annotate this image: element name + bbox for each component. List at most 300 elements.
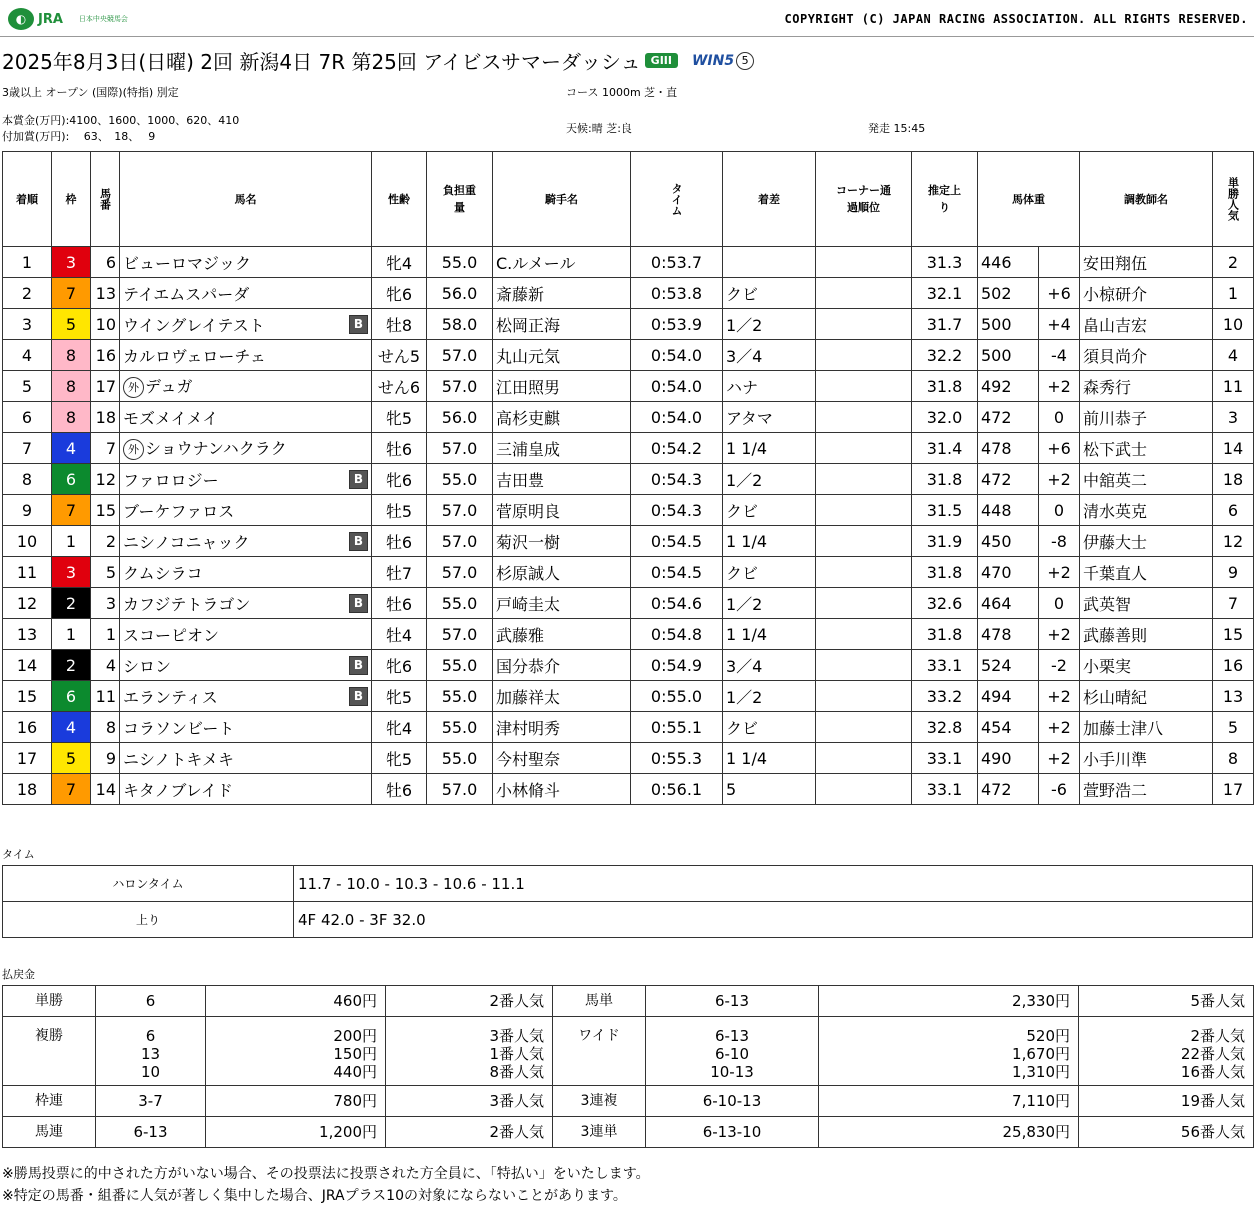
body-weight: 524 [978,650,1039,681]
margin: クビ [723,278,816,309]
horse-number: 9 [91,743,120,774]
last-3f: 31.5 [912,495,978,526]
finish-time: 0:54.5 [631,557,723,588]
horse-name-cell [120,464,372,495]
race-condition: 3歳以上 オープン (国際)(特指) 別定 [2,86,179,99]
rank: 11 [3,557,52,588]
foreign-horse-mark: 外 [123,439,144,460]
trainer-name[interactable]: 松下武士 [1080,433,1213,464]
col-body-weight: 馬体重 [978,152,1080,247]
race-title: 2025年8月3日(日曜) 2回 新潟4日 7R 第25回 アイビスサマーダッシュ [2,50,641,74]
waku-number: 1 [52,526,91,557]
horse-name[interactable]: クムシラコ [123,563,203,583]
body-weight: 470 [978,557,1039,588]
finish-time: 0:54.9 [631,650,723,681]
horse-name[interactable]: モズメイメイ [123,408,219,428]
horse-name[interactable]: ウイングレイテスト [123,315,265,335]
lap-row-furlong [3,866,1253,902]
finish-time: 0:54.6 [631,588,723,619]
jockey-name[interactable]: 松岡正海 [493,309,631,340]
payout-popularity: 2番人気 [1190,1027,1245,1045]
carried-weight: 57.0 [427,433,493,464]
margin: クビ [723,557,816,588]
bet-type: 単勝 [3,986,96,1017]
col-last3f: 推定上り [912,152,978,247]
result-row [3,712,1254,743]
trainer-name[interactable]: 須貝尚介 [1080,340,1213,371]
payout-popularity: 22番人気 [1180,1045,1245,1063]
bet-type: 馬単 [553,986,646,1017]
body-weight-diff [1039,247,1080,278]
waku-number: 3 [52,247,91,278]
last-3f: 31.4 [912,433,978,464]
jockey-name[interactable]: 戸崎圭太 [493,588,631,619]
body-weight-diff: +6 [1039,433,1080,464]
blinker-icon: B [349,532,368,551]
last-3f: 31.8 [912,464,978,495]
copyright-notice: COPYRIGHT (C) JAPAN RACING ASSOCIATION. ALL RIGHTS RESERVED. [784,12,1248,26]
margin: ハナ [723,371,816,402]
corner-position [816,681,912,712]
last-3f: 32.1 [912,278,978,309]
bet-type: 枠連 [3,1086,96,1117]
horse-name[interactable]: エランティス [123,687,218,707]
last-3f: 31.3 [912,247,978,278]
carried-weight: 57.0 [427,340,493,371]
jockey-name[interactable]: 加藤祥太 [493,681,631,712]
finish-time: 0:54.2 [631,433,723,464]
horse-name[interactable]: コラソンビート [123,718,235,738]
body-weight-diff: +6 [1039,278,1080,309]
result-row [3,402,1254,433]
trainer-name[interactable]: 伊藤大士 [1080,526,1213,557]
horse-number: 15 [91,495,120,526]
rank: 14 [3,650,52,681]
payout-popularity: 1番人気 [489,1045,544,1063]
agari-label: 上り [3,902,294,938]
popularity: 2 [1213,247,1254,278]
margin: 1 1/4 [723,619,816,650]
finish-time: 0:55.0 [631,681,723,712]
popularity: 12 [1213,526,1254,557]
sex-age: 牡6 [372,433,427,464]
payout-popularity: 8番人気 [489,1063,544,1081]
carried-weight: 55.0 [427,681,493,712]
trainer-name[interactable]: 畠山吉宏 [1080,309,1213,340]
col-trainer: 調教師名 [1080,152,1213,247]
jockey-name[interactable]: 吉田豊 [493,464,631,495]
jockey-name[interactable]: 斎藤新 [493,278,631,309]
rank: 15 [3,681,52,712]
grade-badge: GIII [645,53,678,68]
margin: 1／2 [723,681,816,712]
horse-name[interactable]: ブーケファロス [123,501,235,521]
body-weight: 472 [978,402,1039,433]
horse-number: 11 [91,681,120,712]
weather-info: 天候:晴 芝:良 [566,122,632,135]
horse-name[interactable]: ショウナンハクラク [145,439,287,458]
corner-position [816,495,912,526]
col-rank: 着順 [3,152,52,247]
waku-number: 5 [52,309,91,340]
horse-name-cell [120,247,372,278]
payout-amount: 1,670円 [1012,1045,1070,1063]
body-weight: 492 [978,371,1039,402]
horse-name[interactable]: ニシノトキメキ [123,749,235,769]
horse-name-cell [120,557,372,588]
col-umaban: 馬番 [91,152,120,247]
sex-age: せん6 [372,371,427,402]
col-horse-name: 馬名 [120,152,372,247]
horse-number: 17 [91,371,120,402]
trainer-name[interactable]: 小手川準 [1080,743,1213,774]
margin: 1／2 [723,588,816,619]
horse-name[interactable]: ニシノコニャック [123,532,250,552]
body-weight-diff: -4 [1039,340,1080,371]
horse-number: 13 [91,278,120,309]
margin: 1 1/4 [723,743,816,774]
jockey-name[interactable]: 菅原明良 [493,495,631,526]
payout-amount-cell [819,1117,1079,1148]
horse-number: 3 [91,588,120,619]
corner-position [816,526,912,557]
bet-combination: 6-13 [133,1123,168,1141]
result-row [3,557,1254,588]
waku-number: 6 [52,681,91,712]
col-sex-age: 性齢 [372,152,427,247]
bet-combination-cell [646,1086,819,1117]
body-weight: 500 [978,340,1039,371]
last-3f: 33.1 [912,650,978,681]
margin: 1 1/4 [723,526,816,557]
horse-name-cell [120,433,372,464]
carried-weight: 57.0 [427,526,493,557]
corner-position [816,402,912,433]
trainer-name[interactable]: 加藤士津八 [1080,712,1213,743]
waku-number: 4 [52,712,91,743]
horse-number: 7 [91,433,120,464]
waku-number: 2 [52,588,91,619]
trainer-name[interactable]: 萱野浩二 [1080,774,1213,805]
corner-position [816,743,912,774]
trainer-name[interactable]: 武英智 [1080,588,1213,619]
body-weight: 454 [978,712,1039,743]
payout-amount: 150円 [333,1045,377,1063]
jockey-name[interactable]: 江田照男 [493,371,631,402]
result-row [3,681,1254,712]
payout-popularity: 2番人気 [489,1123,544,1141]
last-3f: 33.2 [912,681,978,712]
payout-popularity-cell [386,1086,553,1117]
body-weight-diff: +2 [1039,712,1080,743]
result-row [3,619,1254,650]
horse-name[interactable]: シロン [123,656,172,676]
start-time: 発走 15:45 [868,122,926,135]
rank: 1 [3,247,52,278]
corner-position [816,774,912,805]
sex-age: 牝5 [372,402,427,433]
payout-amount-cell [206,1017,386,1086]
result-row [3,247,1254,278]
bonus-money: 付加賞(万円): 63、 18、 9 [2,130,156,143]
horse-number: 5 [91,557,120,588]
popularity: 11 [1213,371,1254,402]
blinker-icon: B [349,656,368,675]
waku-number: 4 [52,433,91,464]
sex-age: 牡6 [372,774,427,805]
corner-position [816,247,912,278]
last-3f: 32.2 [912,340,978,371]
trainer-name[interactable]: 前川恭子 [1080,402,1213,433]
carried-weight: 56.0 [427,278,493,309]
payout-popularity: 3番人気 [489,1092,544,1110]
col-time: タイム [631,152,723,247]
payout-amount: 440円 [333,1063,377,1081]
waku-number: 7 [52,774,91,805]
body-weight: 490 [978,743,1039,774]
result-row [3,340,1254,371]
last-3f: 31.8 [912,619,978,650]
finish-time: 0:54.3 [631,495,723,526]
trainer-name[interactable]: 小栗実 [1080,650,1213,681]
horse-name-cell [120,371,372,402]
rank: 13 [3,619,52,650]
result-row [3,743,1254,774]
col-jockey: 騎手名 [493,152,631,247]
horse-name[interactable]: カルロヴェローチェ [123,346,266,366]
finish-time: 0:54.5 [631,526,723,557]
trainer-name[interactable]: 中舘英二 [1080,464,1213,495]
payout-popularity: 5番人気 [1190,992,1245,1010]
body-weight: 502 [978,278,1039,309]
furlong-label: ハロンタイム [3,866,294,902]
result-row [3,464,1254,495]
waku-number: 8 [52,402,91,433]
trainer-name[interactable]: 千葉直人 [1080,557,1213,588]
corner-position [816,278,912,309]
finish-time: 0:54.0 [631,371,723,402]
body-weight: 472 [978,774,1039,805]
jockey-name[interactable]: 菊沢一樹 [493,526,631,557]
finish-time: 0:54.3 [631,464,723,495]
bet-type: 3連単 [553,1117,646,1148]
bet-combination-cell [96,1017,206,1086]
payout-amount: 1,200円 [319,1123,377,1141]
bet-combination: 3-7 [138,1092,163,1110]
horse-name[interactable]: ファロロジー [123,470,219,490]
bet-combination: 6 [145,1027,156,1045]
trainer-name[interactable]: 清水英克 [1080,495,1213,526]
popularity: 9 [1213,557,1254,588]
jockey-name[interactable]: 杉原誠人 [493,557,631,588]
sex-age: 牝4 [372,712,427,743]
trainer-name[interactable]: 森秀行 [1080,371,1213,402]
horse-name-cell [120,402,372,433]
horse-name[interactable]: テイエムスパーダ [123,284,250,304]
body-weight: 448 [978,495,1039,526]
bet-type: 3連複 [553,1086,646,1117]
furlong-value: 11.7 - 10.0 - 10.3 - 10.6 - 11.1 [294,866,1253,902]
finish-time: 0:53.7 [631,247,723,278]
sex-age: 牝5 [372,743,427,774]
result-row [3,650,1254,681]
sex-age: 牡8 [372,309,427,340]
last-3f: 31.7 [912,309,978,340]
waku-number: 8 [52,371,91,402]
body-weight-diff: +2 [1039,619,1080,650]
col-corner: コーナー通過順位 [816,152,912,247]
body-weight-diff: +2 [1039,743,1080,774]
bet-combination-cell [96,986,206,1017]
trainer-name[interactable]: 武藤善則 [1080,619,1213,650]
horse-name-cell [120,650,372,681]
margin: 3／4 [723,340,816,371]
body-weight-diff: +4 [1039,309,1080,340]
jockey-name[interactable]: 丸山元気 [493,340,631,371]
payout-popularity: 16番人気 [1180,1063,1245,1081]
popularity: 6 [1213,495,1254,526]
jockey-name[interactable]: 小林脩斗 [493,774,631,805]
last-3f: 32.0 [912,402,978,433]
page-header [0,0,1254,38]
payout-amount: 2,330円 [1012,992,1070,1010]
waku-number: 8 [52,340,91,371]
horse-name-cell [120,278,372,309]
last-3f: 32.8 [912,712,978,743]
payout-table [2,985,1254,1148]
payout-popularity-cell [386,1117,553,1148]
body-weight: 500 [978,309,1039,340]
payout-amount-cell [206,1086,386,1117]
horse-number: 10 [91,309,120,340]
bet-combination: 13 [140,1045,161,1063]
results-table [2,151,1254,805]
rank: 12 [3,588,52,619]
sex-age: 牝6 [372,278,427,309]
note-jra-plus10: ※特定の馬番・組番に人気が著しく集中した場合、JRAプラス10の対象にならないことがあります。 [2,1188,627,1204]
horse-name-cell [120,774,372,805]
jockey-name[interactable]: 津村明秀 [493,712,631,743]
payout-amount-cell [206,986,386,1017]
horse-number: 12 [91,464,120,495]
carried-weight: 55.0 [427,464,493,495]
jra-logo-icon: ◐ [8,8,34,30]
payout-row [3,1117,1254,1148]
bet-combination: 10-13 [710,1063,754,1081]
jockey-name[interactable]: C.ルメール [493,247,631,278]
carried-weight: 57.0 [427,619,493,650]
win5-number: 5 [736,52,754,70]
payout-amount: 7,110円 [1012,1092,1070,1110]
payout-popularity-cell [1079,986,1254,1017]
jockey-name[interactable]: 高杉吏麒 [493,402,631,433]
rank: 7 [3,433,52,464]
payout-popularity: 3番人気 [489,1027,544,1045]
popularity: 1 [1213,278,1254,309]
finish-time: 0:53.8 [631,278,723,309]
lap-section-label: タイム [2,848,35,861]
horse-name[interactable]: スコーピオン [123,625,220,645]
jockey-name[interactable]: 三浦皇成 [493,433,631,464]
popularity: 4 [1213,340,1254,371]
horse-number: 2 [91,526,120,557]
bet-combination: 6-13-10 [702,1123,762,1141]
waku-number: 6 [52,464,91,495]
body-weight: 450 [978,526,1039,557]
popularity: 18 [1213,464,1254,495]
popularity: 8 [1213,743,1254,774]
col-margin: 着差 [723,152,816,247]
bet-type: 複勝 [3,1017,96,1086]
payout-row [3,1017,1254,1086]
horse-number: 16 [91,340,120,371]
sex-age: 牡7 [372,557,427,588]
horse-name[interactable]: カフジテトラゴン [123,594,251,614]
body-weight-diff: +2 [1039,681,1080,712]
bet-combination-cell [646,1017,819,1086]
jockey-name[interactable]: 武藤雅 [493,619,631,650]
sex-age: 牝6 [372,650,427,681]
payout-popularity-cell [1079,1017,1254,1086]
corner-position [816,309,912,340]
body-weight-diff: +2 [1039,557,1080,588]
popularity: 7 [1213,588,1254,619]
corner-position [816,650,912,681]
horse-name[interactable]: ビューロマジック [123,253,252,273]
body-weight: 464 [978,588,1039,619]
jockey-name[interactable]: 今村聖奈 [493,743,631,774]
horse-name[interactable]: キタノブレイド [123,780,233,800]
last-3f: 31.8 [912,371,978,402]
rank: 4 [3,340,52,371]
results-header-row [3,152,1254,247]
popularity: 10 [1213,309,1254,340]
body-weight-diff: -8 [1039,526,1080,557]
bet-combination-cell [646,1117,819,1148]
carried-weight: 55.0 [427,712,493,743]
carried-weight: 58.0 [427,309,493,340]
bet-combination: 10 [140,1063,161,1081]
bet-combination: 6-10-13 [702,1092,762,1110]
trainer-name[interactable]: 安田翔伍 [1080,247,1213,278]
trainer-name[interactable]: 小椋研介 [1080,278,1213,309]
waku-number: 7 [52,278,91,309]
payout-row [3,986,1254,1017]
payout-amount: 1,310円 [1012,1063,1070,1081]
waku-number: 1 [52,619,91,650]
corner-position [816,464,912,495]
bet-combination-cell [96,1086,206,1117]
last-3f: 31.9 [912,526,978,557]
prize-money: 本賞金(万円):4100、1600、1000、620、410 [2,114,240,127]
lap-table [2,865,1253,938]
jockey-name[interactable]: 国分恭介 [493,650,631,681]
body-weight: 494 [978,681,1039,712]
popularity: 17 [1213,774,1254,805]
payout-popularity: 19番人気 [1180,1092,1245,1110]
payout-amount-cell [819,1086,1079,1117]
logo-text: JRA [38,11,63,27]
col-popularity: 単勝人気 [1213,152,1254,247]
result-row [3,526,1254,557]
horse-name[interactable]: デュガ [145,377,193,396]
finish-time: 0:55.3 [631,743,723,774]
horse-name-cell [120,619,372,650]
trainer-name[interactable]: 杉山晴紀 [1080,681,1213,712]
sex-age: 牡6 [372,526,427,557]
margin: 1 1/4 [723,433,816,464]
last-3f: 31.8 [912,557,978,588]
